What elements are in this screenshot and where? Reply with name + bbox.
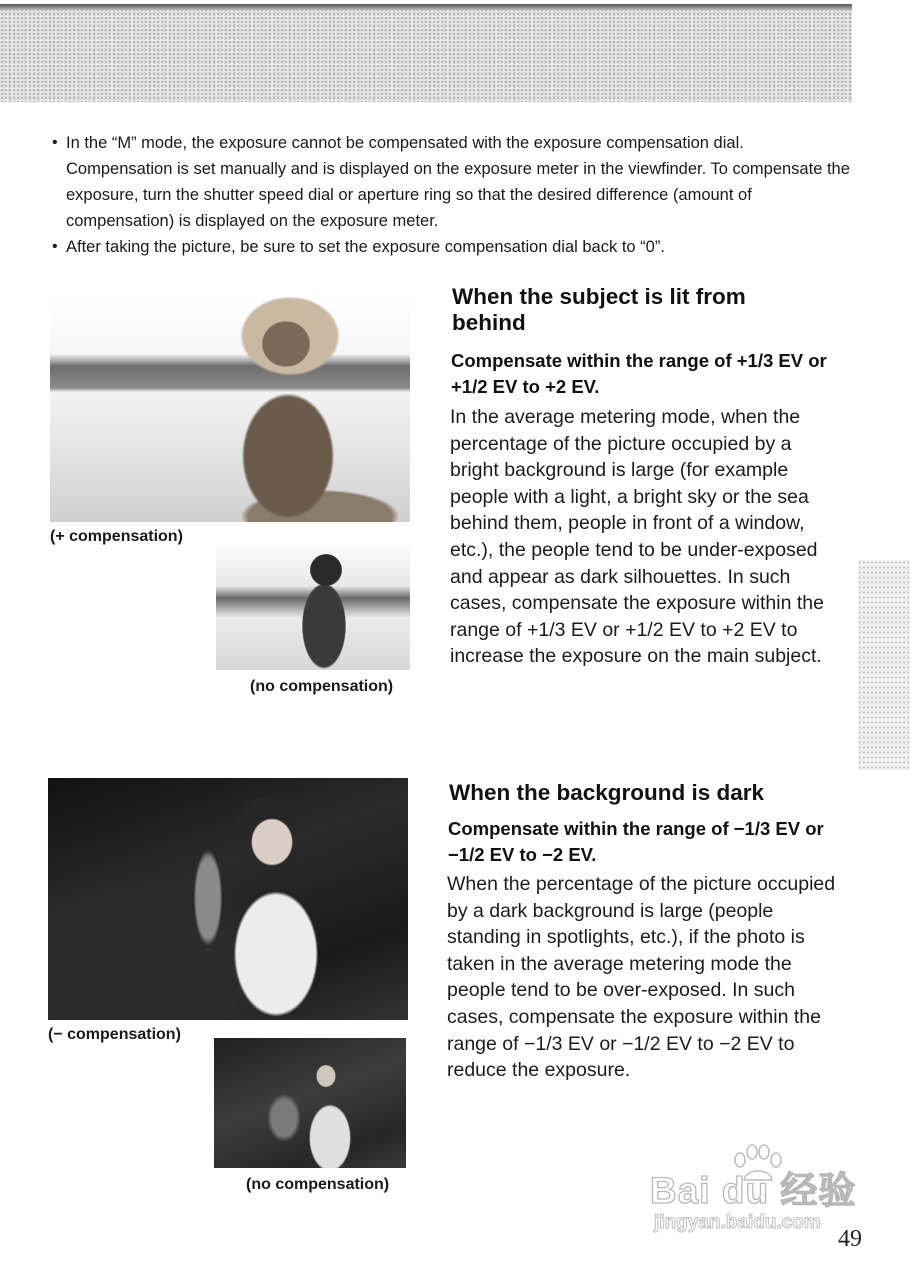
page-number: 49 — [838, 1226, 862, 1252]
section-heading: When the subject is lit from behind — [452, 284, 746, 335]
section-body: In the average metering mode, when the percentage of the picture occupied by a bright background is large (for example people with a light, a bright sky or the sea behind them, people in front of a window, etc.), the people tend to be under-exposed and appear as dark silhouettes. In such cases, compensate the exposure within the range of +1/3 EV or +1/2 EV to +2 EV to increase the exposure on the main subject. — [450, 406, 824, 668]
photo-caption: (− compensation) — [48, 1026, 181, 1043]
section-subheading: Compensate within the range of −1/3 EV or −1/2 EV to −2 EV. — [448, 818, 824, 865]
photo-caption: (no compensation) — [246, 1176, 390, 1193]
side-tab — [858, 560, 910, 770]
notes-list — [52, 130, 852, 260]
dark-no-compensation-photo — [214, 1038, 406, 1168]
section-body: When the percentage of the picture occupied by a dark background is large (people standing in spotlights, etc.), if the photo is taken in the average metering mode the people tend to be over-exposed. In such cases, compensate the exposure within the range of −1/3 EV or −1/2 EV to −2 EV to reduce the exposure. — [447, 873, 836, 1082]
section-subheading: Compensate within the range of +1/3 EV or +1/2 EV to +2 EV. — [451, 350, 827, 397]
note-item: • After taking the picture, be sure to set the exposure compensation dial back to “0”. — [52, 234, 852, 260]
dark-minus-compensation-photo — [48, 778, 408, 1020]
photo-caption: (no compensation) — [250, 678, 394, 695]
watermark-logo: Bai du 经验 — [650, 1170, 857, 1211]
baidu-watermark — [650, 1144, 870, 1244]
photo-caption: (+ compensation) — [50, 528, 183, 545]
header-band — [0, 4, 852, 102]
backlit-plus-compensation-photo — [50, 296, 410, 522]
note-item: • In the “M” mode, the exposure cannot be compensated with the exposure compensation dial. Compensation is set manually and is displayed on the exposure meter in the viewfinder. To compensate the exposure, turn the shutter speed dial or aperture ring so that the desired difference (amount of compensation) is displayed on the exposure meter. — [52, 130, 852, 234]
section-heading: When the background is dark — [449, 780, 765, 805]
backlit-no-compensation-photo — [216, 546, 410, 670]
watermark-url: jingyan.baidu.com — [654, 1212, 821, 1233]
